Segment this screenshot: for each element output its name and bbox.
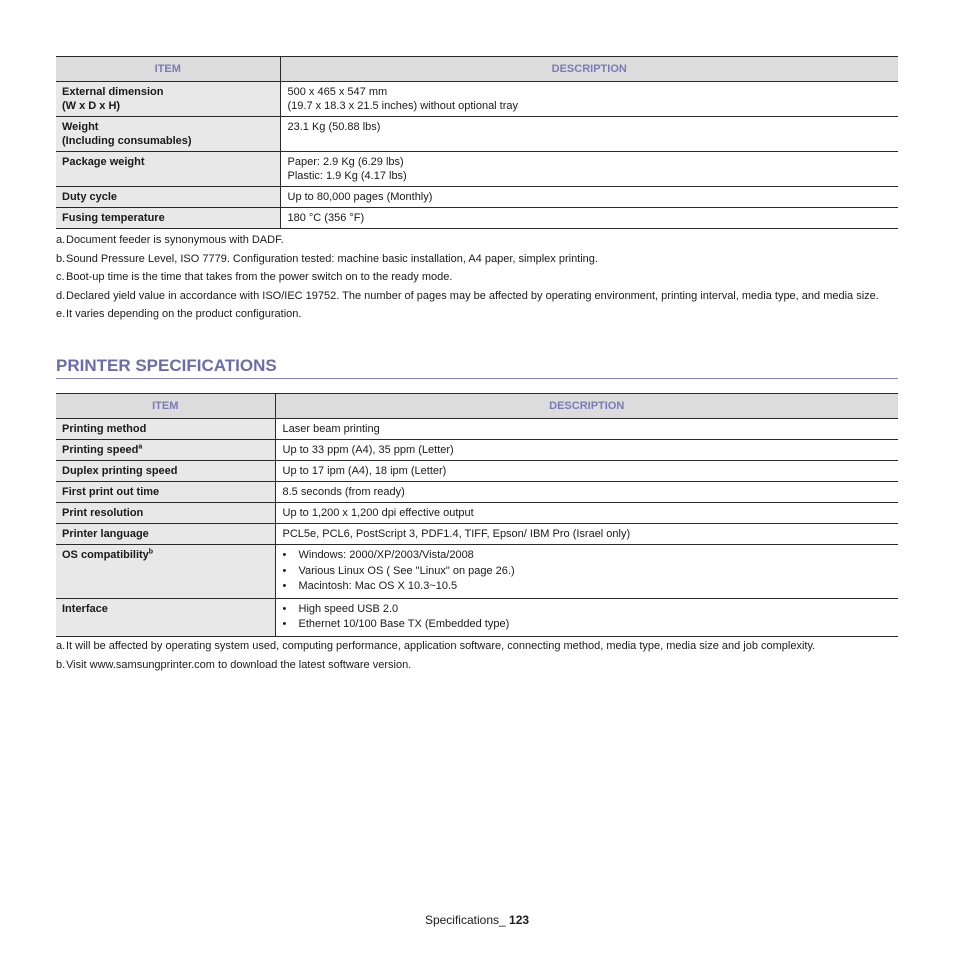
footnote: b. Visit www.samsungprinter.com to download the latest software version. <box>56 658 412 671</box>
general-spec-table <box>56 56 898 229</box>
table-row <box>56 482 898 503</box>
bullet-icon: • <box>282 602 287 615</box>
table-row <box>56 461 898 482</box>
row-item: Package weight <box>56 152 280 187</box>
footnotes-printer <box>56 640 898 677</box>
table-row <box>56 419 898 440</box>
table-row <box>56 503 898 524</box>
list-item: • Windows: 2000/XP/2003/Vista/2008 <box>283 548 892 564</box>
description-column-header: DESCRIPTION <box>275 394 898 419</box>
page-number: 123 <box>509 913 530 927</box>
table-row <box>56 545 898 599</box>
footnote: e. It varies depending on the product configuration. <box>56 308 302 320</box>
row-description: Up to 80,000 pages (Monthly) <box>280 187 898 208</box>
row-item: OS compatibility$^b$ <box>56 545 275 599</box>
row-description: Up to 17 ipm (A4), 18 ipm (Letter) <box>275 461 898 482</box>
row-item: Duty cycle <box>56 187 280 208</box>
row-description: 180 °C (356 °F) <box>280 208 898 229</box>
item-column-header: ITEM <box>56 394 275 419</box>
row-description: 23.1 Kg (50.88 lbs) <box>280 117 898 152</box>
table-row <box>56 152 898 187</box>
row-description: 500 x 465 x 547 mm (19.7 x 18.3 x 21.5 inches) without optional tray <box>280 82 898 117</box>
table-row <box>56 82 898 117</box>
section-title: PRINTER SPECIFICATIONS <box>56 356 898 379</box>
item-column-header: ITEM <box>56 57 280 82</box>
row-item: Fusing temperature <box>56 208 280 229</box>
row-description <box>275 545 898 599</box>
row-description: Up to 33 ppm (A4), 35 ppm (Letter) <box>275 440 898 461</box>
table-row <box>56 598 898 636</box>
footnote: b. Sound Pressure Level, ISO 7779. Configuration tested: machine basic installation, A4 paper, simplex printing. <box>56 252 598 265</box>
footnote-ref: a <box>138 443 143 451</box>
list-item: • Macintosh: Mac OS X 10.3~10.5 <box>283 579 892 595</box>
table-row <box>56 117 898 152</box>
row-description: PCL5e, PCL6, PostScript 3, PDF1.4, TIFF, Epson/ IBM Pro (Israel only) <box>275 524 898 545</box>
bullet-icon: • <box>282 549 287 561</box>
row-description: Laser beam printing <box>275 419 898 440</box>
row-item: External dimension (W x D x H) <box>56 82 280 117</box>
list-item: • High speed USB 2.0 <box>283 602 892 618</box>
bullet-list <box>283 602 892 633</box>
footnote: d. Declared yield value in accordance with ISO/IEC 19752. The number of pages may be affected by operating environment, printing interval, media type, and media size. <box>56 289 879 302</box>
description-column-header: DESCRIPTION <box>280 57 898 82</box>
footnote: a. Document feeder is synonymous with DADF. <box>56 234 284 246</box>
row-item: Duplex printing speed <box>56 461 275 482</box>
list-item: • Various Linux OS ( See "Linux" on page 26.) <box>283 564 892 580</box>
table-row <box>56 208 898 229</box>
list-item: • Ethernet 10/100 Base TX (Embedded type) <box>283 617 892 633</box>
row-item: Print resolution <box>56 503 275 524</box>
table-row <box>56 440 898 461</box>
table-header-row <box>56 394 898 419</box>
bullet-icon: • <box>282 564 287 577</box>
bullet-list <box>283 548 892 595</box>
table-row <box>56 187 898 208</box>
row-item: Weight (Including consumables) <box>56 117 280 152</box>
bullet-icon: • <box>282 580 287 592</box>
footer-label: Specifications_ <box>424 913 506 927</box>
printer-spec-table <box>56 393 898 637</box>
footnotes-general <box>56 234 898 327</box>
row-description: Paper: 2.9 Kg (6.29 lbs) Plastic: 1.9 Kg (4.17 lbs) <box>280 152 898 187</box>
row-description: 8.5 seconds (from ready) <box>275 482 898 503</box>
page-footer <box>0 913 954 927</box>
table-header-row <box>56 57 898 82</box>
footnote: a. It will be affected by operating system used, computing performance, application software, connecting method, media type, media size and job complexity. <box>56 640 816 652</box>
row-item: Interface <box>56 598 275 636</box>
row-item: Printing method <box>56 419 275 440</box>
table-row <box>56 524 898 545</box>
footnote: c. Boot-up time is the time that takes from the power switch on to the ready mode. <box>56 271 453 283</box>
row-item: Printer language <box>56 524 275 545</box>
bullet-icon: • <box>282 618 287 630</box>
row-description: Up to 1,200 x 1,200 dpi effective output <box>275 503 898 524</box>
row-item: Printing speed$^a$ <box>56 440 275 461</box>
row-item: First print out time <box>56 482 275 503</box>
footnote-ref: b <box>148 548 154 556</box>
row-description <box>275 598 898 636</box>
